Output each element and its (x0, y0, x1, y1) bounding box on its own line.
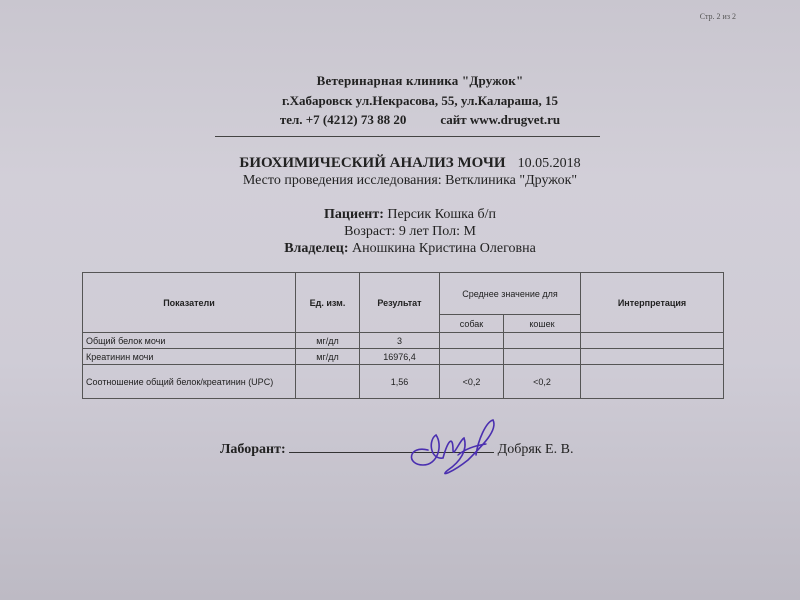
clinic-header (210, 73, 630, 128)
header-result: Результат (360, 273, 440, 333)
patient-value: Персик Кошка б/п (387, 207, 496, 222)
signature-label: Лаборант: (220, 442, 286, 457)
clinic-name: Ветеринарная клиника "Дружок" (316, 73, 524, 88)
cell-dogs (440, 349, 504, 365)
clinic-site: сайт www.drugvet.ru (440, 112, 561, 127)
cell-unit: мг/дл (296, 333, 360, 349)
results-table-wrap (82, 272, 724, 399)
handwritten-signature (398, 410, 508, 485)
cell-interpretation (581, 349, 724, 365)
header-mean: Среднее значение для (440, 273, 581, 315)
header-unit: Ед. изм. (296, 273, 360, 333)
clinic-phone: тел. +7 (4212) 73 88 20 (279, 112, 407, 127)
owner-line (150, 240, 670, 257)
report-date: 10.05.2018 (517, 156, 581, 171)
table-row (83, 365, 724, 399)
cell-indicator: Соотношение общий белок/креатинин (UPC) (83, 365, 296, 399)
cell-result: 3 (360, 333, 440, 349)
cell-indicator: Общий белок мочи (83, 333, 296, 349)
cell-cats (504, 333, 581, 349)
patient-info (150, 206, 670, 257)
signature-name: Добряк Е. В. (497, 442, 574, 457)
header-indicator: Показатели (83, 273, 296, 333)
cell-unit: мг/дл (296, 349, 360, 365)
report-title-block (150, 155, 670, 189)
cell-interpretation (581, 365, 724, 399)
cell-cats (504, 349, 581, 365)
signature-stroke (412, 420, 494, 474)
cell-unit (296, 365, 360, 399)
clinic-contacts (210, 112, 630, 128)
signature-block (220, 438, 573, 458)
header-interpretation: Интерпретация (581, 273, 724, 333)
cell-dogs: <0,2 (440, 365, 504, 399)
cell-interpretation (581, 333, 724, 349)
cell-dogs (440, 333, 504, 349)
report-title-line (150, 155, 670, 172)
cell-result: 1,56 (360, 365, 440, 399)
header-divider (215, 136, 600, 137)
age-sex-line: Возраст: 9 лет Пол: М (344, 224, 476, 239)
cell-indicator: Креатинин мочи (83, 349, 296, 365)
results-table (82, 272, 724, 399)
header-cats: кошек (504, 315, 581, 333)
clinic-address: г.Хабаровск ул.Некрасова, 55, ул.Калараша, 15 (281, 93, 559, 108)
cell-cats: <0,2 (504, 365, 581, 399)
table-row (83, 333, 724, 349)
table-row (83, 349, 724, 365)
patient-label: Пациент: (324, 207, 384, 222)
cell-result: 16976,4 (360, 349, 440, 365)
patient-line (150, 206, 670, 223)
owner-value: Аношкина Кристина Олеговна (352, 241, 536, 256)
report-title: БИОХИМИЧЕСКИЙ АНАЛИЗ МОЧИ (239, 155, 506, 171)
owner-label: Владелец: (284, 241, 349, 256)
report-place: Место проведения исследования: Ветклиника "Дружок" (242, 173, 578, 188)
header-dogs: собак (440, 315, 504, 333)
page-number: Стр. 2 из 2 (699, 12, 736, 21)
